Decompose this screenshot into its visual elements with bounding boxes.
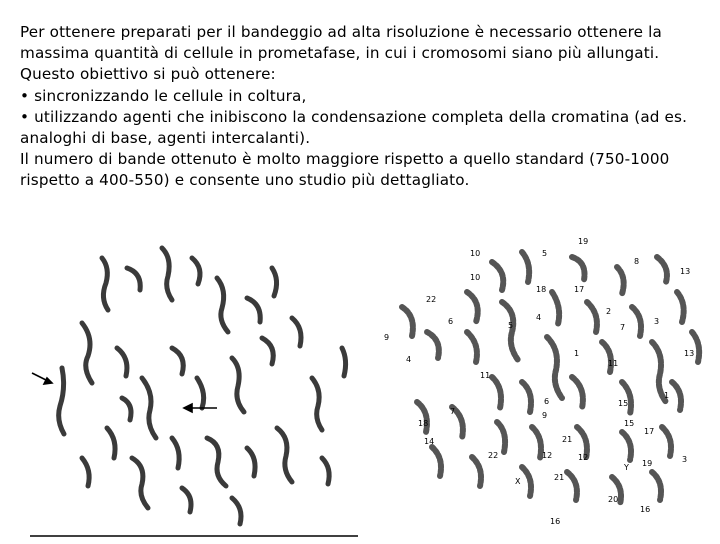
label-1a: 1 — [574, 349, 580, 358]
label-5b: 5 — [508, 321, 514, 330]
label-16a: 16 — [550, 517, 561, 526]
label-y: Y — [624, 463, 629, 472]
conclusion-paragraph: Il numero di bande ottenuto è molto maggiore rispetto a quello standard (750-1000 rispetto a 400-550) e consente uno studio più dettagliato. — [20, 150, 670, 190]
label-1b: 1 — [664, 391, 670, 400]
label-13a: 13 — [680, 267, 691, 276]
label-21a: 21 — [562, 435, 573, 444]
metaphase-spread-image — [22, 228, 367, 540]
karyotype-spread-drawing — [372, 232, 712, 532]
bullet-agents: • utilizzando agenti che inibiscono la condensazione completa della cromatina (ad es. analoghi di base, agenti intercalanti). — [20, 107, 688, 148]
label-10a: 10 — [470, 249, 481, 258]
label-7b: 7 — [450, 407, 456, 416]
karyotype-spread-image — [372, 232, 712, 532]
label-22b: 22 — [488, 451, 499, 460]
label-x: X — [515, 477, 521, 486]
label-10b: 10 — [470, 273, 481, 282]
label-15b: 15 — [624, 419, 635, 428]
label-6a: 6 — [448, 317, 454, 326]
label-13b: 13 — [684, 349, 695, 358]
label-4b: 4 — [406, 355, 412, 364]
label-9a: 9 — [384, 333, 390, 342]
label-2a: 2 — [606, 307, 612, 316]
label-22a: 22 — [426, 295, 437, 304]
metaphase-spread-drawing — [22, 228, 367, 540]
label-21b: 21 — [554, 473, 565, 482]
label-14: 14 — [424, 437, 435, 446]
label-9b: 9 — [542, 411, 548, 420]
label-12b: 12 — [578, 453, 589, 462]
label-19b: 19 — [642, 459, 653, 468]
label-16b: 16 — [640, 505, 651, 514]
label-12a: 12 — [542, 451, 553, 460]
label-19a: 19 — [578, 237, 589, 246]
label-3a: 3 — [654, 317, 660, 326]
label-15a: 15 — [618, 399, 629, 408]
label-3b: 3 — [682, 455, 688, 464]
bullet-synchronization: • sincronizzando le cellule in coltura, — [20, 86, 307, 105]
label-6b: 6 — [544, 397, 550, 406]
label-17b: 17 — [644, 427, 655, 436]
label-5a: 5 — [542, 249, 548, 258]
label-18a: 18 — [536, 285, 547, 294]
label-8: 8 — [634, 257, 640, 266]
label-4a: 4 — [536, 313, 542, 322]
label-20: 20 — [608, 495, 619, 504]
label-11b: 11 — [608, 359, 619, 368]
label-17a: 17 — [574, 285, 585, 294]
intro-paragraph: Per ottenere preparati per il bandeggio ad alta risoluzione è necessario ottenere la massima quantità di cellule in prometafase, in cui i cromosomi siano più allungati. Questo obiettivo si può ottenere: — [20, 23, 662, 84]
label-7a: 7 — [620, 323, 626, 332]
label-11a: 11 — [480, 371, 491, 380]
label-18b: 18 — [418, 419, 429, 428]
slide-text — [20, 22, 710, 192]
